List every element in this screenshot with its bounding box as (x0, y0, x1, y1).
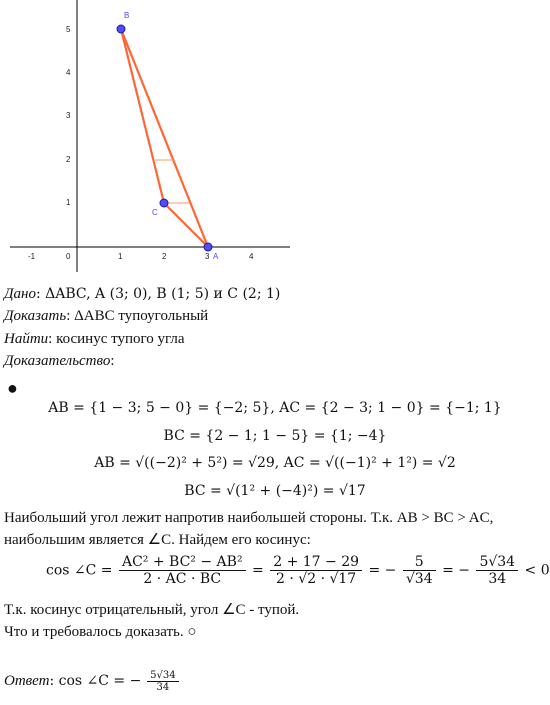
answer-numerator: 5√34 (147, 670, 178, 682)
fraction (476, 554, 518, 587)
fraction-denominator: √34 (405, 571, 433, 587)
less-than-zero: < 0 (524, 562, 550, 579)
given-label: Дано (4, 286, 36, 302)
cosine-formula: cos ∠C = $\frac{\text{AC² + BC² − AB²}}{2 \cdot AC \cdot BC}$ = $\frac{2 + 17 - 29}{2 \cdot √2 \cdot √17}$ = − $\frac{5}{√34}$ = − $\frac{5√34}{34}$ < 0 (46, 554, 550, 587)
x-tick-label: -1 (28, 252, 36, 261)
fraction-denominator: 34 (488, 571, 507, 587)
answer-label: Ответ (4, 672, 50, 689)
fraction-numerator: AC² + BC² − AB² (119, 554, 246, 571)
segment-ba (121, 29, 208, 247)
fraction-numerator: 2 + 17 − 29 (270, 554, 362, 571)
fraction-numerator: 5√34 (476, 554, 518, 571)
fraction-denominator: 2 · √2 · √17 (276, 571, 357, 587)
point-label-c: C (152, 208, 158, 217)
length-line-2: BC = √(1² + (−4)²) = √17 (184, 483, 366, 499)
bullet-icon: ● (7, 378, 18, 398)
y-tick-label: 2 (66, 155, 71, 164)
given-line (4, 284, 280, 304)
find-label: Найти (4, 331, 49, 347)
vector-bc-line: BC = {2 − 1; 1 − 5} = {1; −4} (163, 428, 387, 444)
fraction-denominator: 2 · AC · BC (143, 571, 222, 587)
x-tick-label: 2 (162, 252, 167, 261)
answer-line (4, 670, 181, 693)
text-line-3: Т.к. косинус отрицательный, угол ∠C - тупой. (4, 602, 300, 618)
prove-label: Доказать (4, 308, 67, 324)
equals-minus: = − (368, 562, 397, 579)
fraction (119, 554, 246, 587)
cos-lhs: cos ∠C = (46, 562, 113, 579)
text-line-4: Что и требовалось доказать. ○ (4, 624, 197, 640)
prove-text: : ΔABC тупоугольный (66, 308, 209, 324)
proof-colon: : (110, 353, 115, 369)
point-a (204, 243, 212, 251)
point-b (117, 25, 125, 33)
length-line-1: AB = √((−2)² + 5²) = √29, AC = √((−1)² + 1²) = √2 (94, 455, 456, 471)
vector-line: AB = {1 − 3; 5 − 0} = {−2; 5}, AC = {2 − 3; 1 − 0} = {−1; 1} (48, 400, 502, 416)
prove-line (4, 306, 208, 326)
x-tick-label: 4 (249, 252, 254, 261)
fraction (270, 554, 362, 587)
equals-minus: = − (442, 562, 470, 579)
answer-text: : cos ∠C = − (49, 672, 142, 689)
find-line (4, 329, 185, 349)
answer-fraction (147, 670, 178, 693)
y-tick-label: 3 (66, 111, 71, 120)
coordinate-graph (0, 0, 300, 275)
point-label-b: B (124, 11, 130, 20)
given-text: : ΔABC, A (3; 0), B (1; 5) и C (2; 1) (36, 286, 281, 302)
proof-line (4, 351, 115, 371)
find-text: : косинус тупого угла (48, 331, 185, 347)
x-tick-label: 1 (118, 252, 123, 261)
x-tick-label: 0 (66, 252, 71, 261)
fraction (403, 554, 436, 587)
text-line-2: наибольшим является ∠C. Найдем его косинус: (4, 532, 311, 548)
text-line-1: Наибольший угол лежит напротив наибольшей стороны. Т.к. AB > BC > AC, (4, 510, 494, 526)
answer-denominator: 34 (156, 682, 170, 693)
point-label-a: A (213, 252, 219, 261)
point-c (160, 199, 168, 207)
fraction-numerator: 5 (403, 554, 436, 571)
y-tick-label: 1 (66, 198, 71, 207)
segment-ca (164, 203, 208, 247)
x-tick-label: 3 (205, 252, 210, 261)
proof-label: Доказательство (4, 353, 111, 369)
y-tick-label: 5 (66, 25, 71, 34)
y-tick-label: 4 (66, 68, 71, 77)
segment-bc (121, 29, 164, 203)
